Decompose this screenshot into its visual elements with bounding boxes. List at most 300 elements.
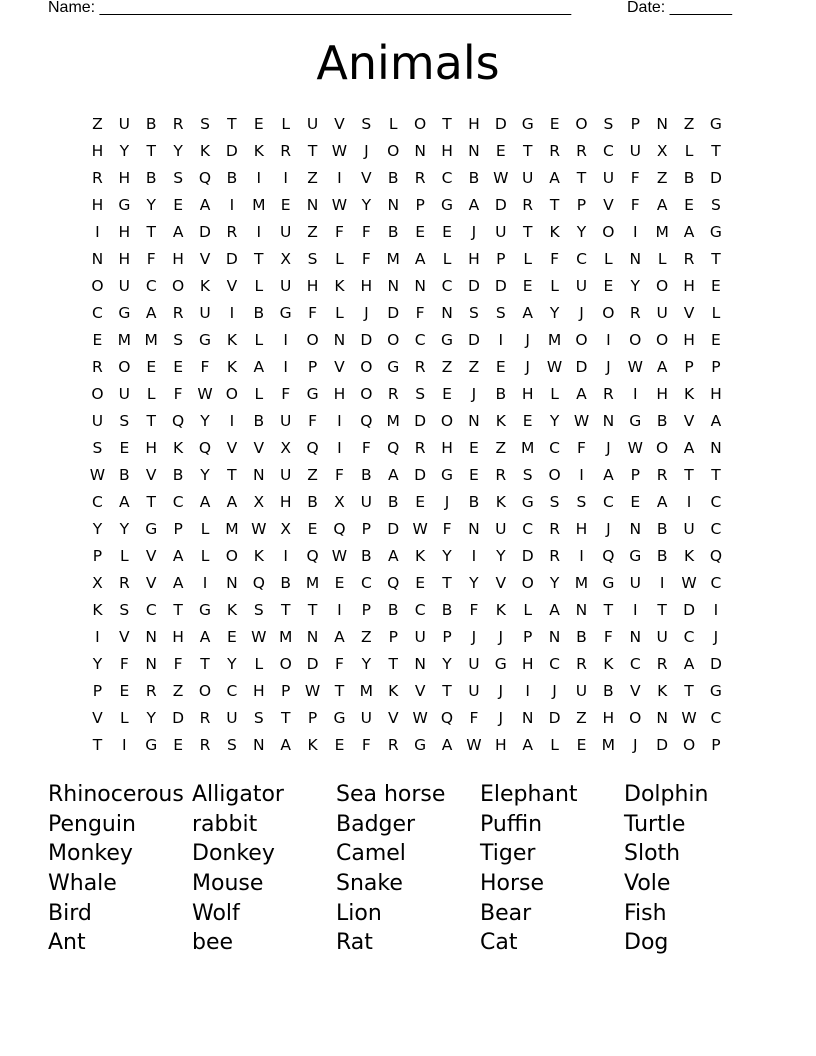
grid-letter[interactable]: A	[683, 655, 695, 673]
grid-letter[interactable]: H	[602, 709, 615, 727]
grid-letter[interactable]: H	[118, 250, 131, 268]
grid-letter[interactable]: G	[145, 520, 158, 538]
grid-letter[interactable]: O	[521, 574, 534, 592]
grid-letter[interactable]: D	[306, 655, 319, 673]
grid-letter[interactable]: Y	[200, 412, 210, 430]
grid-letter[interactable]: B	[495, 385, 507, 403]
grid-letter[interactable]: K	[657, 682, 668, 700]
grid-letter[interactable]: R	[414, 439, 426, 457]
grid-letter[interactable]: B	[656, 520, 668, 538]
grid-letter[interactable]: A	[683, 439, 695, 457]
grid-letter[interactable]: B	[387, 601, 399, 619]
grid-letter[interactable]: O	[414, 115, 427, 133]
grid-letter[interactable]: E	[684, 196, 694, 214]
grid-letter[interactable]: E	[711, 277, 721, 295]
grid-letter[interactable]: M	[252, 196, 266, 214]
grid-letter[interactable]: V	[387, 709, 399, 727]
grid-letter[interactable]: V	[629, 682, 641, 700]
grid-letter[interactable]: U	[118, 115, 131, 133]
grid-letter[interactable]: W	[251, 628, 267, 646]
grid-letter[interactable]: F	[173, 655, 183, 673]
grid-letter[interactable]: W	[331, 196, 348, 214]
grid-letter[interactable]: H	[494, 736, 507, 754]
grid-letter[interactable]: O	[682, 736, 696, 754]
grid-letter[interactable]: N	[629, 520, 642, 538]
grid-letter[interactable]: E	[119, 439, 130, 457]
grid-letter[interactable]: U	[683, 520, 695, 538]
grid-letter[interactable]: F	[200, 358, 210, 376]
grid-letter[interactable]: U	[602, 169, 615, 187]
grid-letter[interactable]: B	[656, 412, 668, 430]
grid-letter[interactable]: H	[521, 385, 534, 403]
grid-letter[interactable]: E	[119, 682, 130, 700]
grid-letter[interactable]: N	[414, 277, 426, 295]
grid-letter[interactable]: F	[308, 304, 318, 322]
grid-letter[interactable]: Q	[306, 547, 319, 565]
grid-letter[interactable]: K	[415, 547, 426, 565]
grid-letter[interactable]: D	[683, 601, 695, 619]
grid-letter[interactable]: I	[229, 196, 235, 214]
grid-letter[interactable]: E	[92, 331, 103, 349]
grid-letter[interactable]: S	[200, 115, 210, 133]
grid-letter[interactable]: F	[630, 196, 640, 214]
grid-letter[interactable]: O	[360, 358, 373, 376]
grid-letter[interactable]: T	[173, 601, 183, 619]
grid-letter[interactable]: E	[469, 466, 479, 484]
grid-letter[interactable]: J	[498, 682, 504, 700]
grid-letter[interactable]: J	[498, 628, 504, 646]
grid-letter[interactable]: I	[606, 331, 611, 349]
grid-letter[interactable]: A	[603, 466, 614, 484]
grid-letter[interactable]: G	[441, 196, 454, 214]
grid-letter[interactable]: I	[498, 331, 504, 349]
grid-letter[interactable]: N	[387, 277, 400, 295]
grid-letter[interactable]: A	[226, 493, 238, 511]
grid-letter[interactable]: B	[226, 169, 238, 187]
grid-letter[interactable]: F	[335, 223, 344, 241]
grid-letter[interactable]: E	[227, 628, 237, 646]
grid-letter[interactable]: J	[444, 493, 450, 511]
grid-letter[interactable]: N	[521, 709, 534, 727]
grid-letter[interactable]: D	[360, 331, 373, 349]
grid-letter[interactable]: A	[119, 493, 130, 511]
grid-letter[interactable]: O	[225, 547, 238, 565]
grid-letter[interactable]: T	[442, 115, 452, 133]
grid-letter[interactable]: Z	[307, 466, 318, 484]
grid-letter[interactable]: N	[710, 439, 722, 457]
grid-letter[interactable]: F	[361, 439, 371, 457]
grid-letter[interactable]: J	[632, 736, 638, 754]
grid-letter[interactable]: B	[603, 682, 614, 700]
grid-letter[interactable]: A	[172, 223, 184, 241]
grid-letter[interactable]: H	[306, 277, 319, 295]
grid-letter[interactable]: S	[361, 115, 372, 133]
grid-letter[interactable]: J	[498, 709, 504, 727]
grid-letter[interactable]: B	[253, 304, 265, 322]
grid-letter[interactable]: L	[523, 601, 533, 619]
grid-letter[interactable]: W	[331, 142, 348, 160]
grid-letter[interactable]: R	[172, 304, 184, 322]
grid-letter[interactable]: I	[337, 439, 342, 457]
grid-letter[interactable]: F	[442, 520, 452, 538]
grid-letter[interactable]: I	[256, 169, 262, 187]
grid-letter[interactable]: Y	[227, 655, 237, 673]
grid-letter[interactable]: V	[495, 574, 507, 592]
grid-letter[interactable]: S	[173, 169, 184, 187]
grid-letter[interactable]: V	[145, 547, 157, 565]
grid-letter[interactable]: J	[471, 628, 477, 646]
grid-letter[interactable]: G	[387, 358, 400, 376]
grid-letter[interactable]: L	[604, 250, 613, 268]
grid-letter[interactable]: Y	[173, 142, 183, 160]
grid-letter[interactable]: N	[414, 142, 426, 160]
grid-letter[interactable]: N	[306, 628, 319, 646]
grid-letter[interactable]: O	[629, 331, 642, 349]
grid-letter[interactable]: F	[577, 439, 586, 457]
grid-letter[interactable]: T	[280, 601, 291, 619]
grid-letter[interactable]: K	[253, 142, 264, 160]
grid-letter[interactable]: T	[227, 466, 237, 484]
grid-letter[interactable]: J	[579, 304, 584, 322]
grid-letter[interactable]: W	[89, 466, 106, 484]
grid-letter[interactable]: H	[683, 277, 695, 295]
grid-letter[interactable]: N	[414, 655, 426, 673]
grid-letter[interactable]: F	[469, 709, 479, 727]
grid-letter[interactable]: W	[493, 169, 509, 187]
grid-letter[interactable]: Q	[387, 574, 400, 592]
grid-letter[interactable]: G	[118, 304, 131, 322]
grid-letter[interactable]: H	[172, 628, 184, 646]
grid-letter[interactable]: B	[441, 601, 453, 619]
grid-letter[interactable]: H	[710, 385, 722, 403]
grid-letter[interactable]: N	[145, 628, 158, 646]
grid-letter[interactable]: E	[334, 574, 345, 592]
grid-letter[interactable]: B	[468, 169, 480, 187]
grid-letter[interactable]: J	[606, 358, 611, 376]
grid-letter[interactable]: L	[254, 331, 264, 349]
grid-letter[interactable]: U	[495, 223, 507, 241]
grid-letter[interactable]: Z	[468, 358, 480, 376]
grid-letter[interactable]: H	[252, 682, 265, 700]
grid-letter[interactable]: M	[655, 223, 669, 241]
grid-letter[interactable]: L	[657, 250, 667, 268]
grid-letter[interactable]: I	[95, 223, 100, 241]
grid-letter[interactable]: U	[280, 466, 292, 484]
grid-letter[interactable]: N	[145, 655, 158, 673]
grid-letter[interactable]: Z	[92, 115, 103, 133]
grid-letter[interactable]: K	[226, 358, 237, 376]
grid-letter[interactable]: K	[388, 682, 399, 700]
grid-letter[interactable]: U	[280, 223, 292, 241]
grid-letter[interactable]: W	[546, 358, 563, 376]
grid-letter[interactable]: V	[683, 412, 695, 430]
grid-letter[interactable]: P	[576, 196, 587, 214]
grid-letter[interactable]: O	[602, 304, 615, 322]
grid-letter[interactable]: Y	[630, 277, 640, 295]
grid-letter[interactable]: N	[602, 412, 615, 430]
grid-letter[interactable]: T	[442, 574, 452, 592]
grid-letter[interactable]: T	[603, 601, 614, 619]
grid-letter[interactable]: P	[361, 601, 372, 619]
grid-letter[interactable]: P	[361, 520, 372, 538]
grid-letter[interactable]: T	[684, 682, 694, 700]
grid-letter[interactable]: B	[468, 493, 480, 511]
grid-letter[interactable]: H	[118, 223, 131, 241]
grid-letter[interactable]: T	[307, 142, 318, 160]
grid-letter[interactable]: F	[415, 304, 425, 322]
grid-letter[interactable]: O	[91, 385, 104, 403]
grid-letter[interactable]: F	[173, 385, 183, 403]
grid-letter[interactable]: B	[387, 493, 399, 511]
grid-letter[interactable]: U	[629, 574, 641, 592]
grid-letter[interactable]: D	[199, 223, 211, 241]
grid-letter[interactable]: Z	[361, 628, 372, 646]
grid-letter[interactable]: T	[711, 250, 721, 268]
grid-letter[interactable]: A	[522, 304, 533, 322]
grid-letter[interactable]: E	[711, 331, 721, 349]
grid-letter[interactable]: U	[522, 169, 534, 187]
grid-letter[interactable]: R	[199, 736, 211, 754]
grid-letter[interactable]: C	[710, 574, 722, 592]
grid-letter[interactable]: G	[629, 547, 642, 565]
grid-letter[interactable]: H	[91, 142, 104, 160]
grid-letter[interactable]: E	[334, 736, 345, 754]
grid-letter[interactable]: G	[145, 736, 158, 754]
grid-letter[interactable]: A	[522, 736, 533, 754]
grid-letter[interactable]: Y	[549, 412, 560, 430]
grid-letter[interactable]: R	[683, 250, 695, 268]
grid-letter[interactable]: R	[522, 196, 534, 214]
grid-letter[interactable]: D	[387, 520, 400, 538]
grid-letter[interactable]: L	[254, 385, 264, 403]
grid-letter[interactable]: G	[602, 574, 615, 592]
grid-letter[interactable]: R	[656, 655, 668, 673]
grid-letter[interactable]: M	[305, 574, 320, 592]
grid-letter[interactable]: R	[226, 223, 238, 241]
grid-letter[interactable]: N	[91, 250, 104, 268]
grid-letter[interactable]: T	[334, 682, 345, 700]
grid-letter[interactable]: T	[200, 655, 210, 673]
grid-letter[interactable]: I	[579, 466, 584, 484]
grid-letter[interactable]: C	[414, 601, 426, 619]
grid-letter[interactable]: G	[199, 331, 212, 349]
grid-letter[interactable]: K	[199, 142, 211, 160]
grid-letter[interactable]: W	[197, 385, 213, 403]
grid-letter[interactable]: S	[226, 736, 237, 754]
grid-letter[interactable]: R	[92, 358, 103, 376]
grid-letter[interactable]: N	[306, 196, 319, 214]
grid-letter[interactable]: E	[576, 736, 587, 754]
grid-letter[interactable]: I	[659, 574, 665, 592]
grid-letter[interactable]: U	[280, 412, 292, 430]
grid-letter[interactable]: U	[468, 655, 480, 673]
grid-letter[interactable]: U	[360, 709, 373, 727]
grid-letter[interactable]: U	[226, 709, 238, 727]
grid-letter[interactable]: C	[522, 520, 534, 538]
grid-letter[interactable]: Y	[496, 547, 506, 565]
grid-letter[interactable]: F	[469, 601, 479, 619]
grid-letter[interactable]: H	[521, 655, 534, 673]
grid-letter[interactable]: R	[602, 385, 614, 403]
grid-letter[interactable]: C	[360, 574, 372, 592]
grid-letter[interactable]: G	[118, 196, 131, 214]
grid-letter[interactable]: I	[122, 736, 127, 754]
grid-letter[interactable]: F	[281, 385, 291, 403]
grid-letter[interactable]: O	[360, 385, 373, 403]
grid-letter[interactable]: M	[359, 682, 374, 700]
grid-letter[interactable]: D	[494, 115, 507, 133]
grid-letter[interactable]: E	[603, 277, 614, 295]
grid-letter[interactable]: H	[575, 520, 588, 538]
grid-letter[interactable]: Q	[172, 412, 185, 430]
grid-letter[interactable]: Y	[549, 304, 560, 322]
grid-letter[interactable]: C	[92, 493, 103, 511]
grid-letter[interactable]: D	[656, 736, 669, 754]
grid-letter[interactable]: P	[388, 628, 398, 646]
date-field[interactable]: Date: _______	[627, 0, 732, 16]
grid-letter[interactable]: S	[468, 304, 479, 322]
grid-letter[interactable]: E	[469, 439, 479, 457]
grid-letter[interactable]: E	[630, 493, 641, 511]
grid-letter[interactable]: E	[173, 736, 184, 754]
grid-letter[interactable]: M	[117, 331, 132, 349]
grid-letter[interactable]: X	[280, 520, 291, 538]
grid-letter[interactable]: I	[632, 223, 638, 241]
grid-letter[interactable]: K	[683, 385, 695, 403]
grid-letter[interactable]: T	[711, 142, 721, 160]
grid-letter[interactable]: D	[225, 142, 238, 160]
grid-letter[interactable]: R	[656, 466, 668, 484]
grid-letter[interactable]: E	[253, 115, 264, 133]
grid-letter[interactable]: A	[656, 358, 668, 376]
grid-letter[interactable]: A	[683, 223, 695, 241]
name-field[interactable]: Name: _____________________________________________________	[48, 0, 572, 16]
grid-letter[interactable]: N	[575, 601, 588, 619]
grid-letter[interactable]: Y	[146, 196, 156, 214]
grid-letter[interactable]: K	[307, 736, 318, 754]
grid-letter[interactable]: L	[550, 277, 559, 295]
grid-letter[interactable]: I	[229, 304, 235, 322]
grid-letter[interactable]: L	[254, 655, 264, 673]
grid-letter[interactable]: E	[442, 385, 452, 403]
grid-letter[interactable]: L	[523, 250, 533, 268]
grid-letter[interactable]: N	[656, 115, 668, 133]
grid-letter[interactable]: V	[414, 682, 426, 700]
grid-letter[interactable]: P	[496, 250, 506, 268]
grid-letter[interactable]: E	[522, 277, 533, 295]
grid-letter[interactable]: V	[119, 628, 130, 646]
grid-letter[interactable]: Z	[683, 115, 695, 133]
grid-letter[interactable]: N	[468, 142, 480, 160]
grid-letter[interactable]: Y	[119, 520, 130, 538]
grid-letter[interactable]: E	[146, 358, 157, 376]
grid-letter[interactable]: T	[146, 223, 156, 241]
grid-letter[interactable]: O	[387, 331, 400, 349]
grid-letter[interactable]: J	[525, 331, 530, 349]
grid-letter[interactable]: C	[710, 520, 722, 538]
grid-letter[interactable]: O	[548, 466, 561, 484]
grid-letter[interactable]: W	[681, 574, 697, 592]
grid-letter[interactable]: D	[414, 412, 427, 430]
grid-letter[interactable]: B	[253, 412, 265, 430]
grid-letter[interactable]: C	[145, 601, 157, 619]
grid-letter[interactable]: P	[630, 466, 640, 484]
grid-letter[interactable]: R	[414, 358, 426, 376]
grid-letter[interactable]: G	[199, 601, 212, 619]
grid-letter[interactable]: U	[306, 115, 319, 133]
grid-letter[interactable]: Z	[441, 358, 453, 376]
grid-letter[interactable]: O	[656, 439, 669, 457]
grid-letter[interactable]: R	[495, 466, 507, 484]
grid-letter[interactable]: D	[521, 547, 534, 565]
grid-letter[interactable]: L	[335, 250, 344, 268]
grid-letter[interactable]: C	[549, 439, 560, 457]
grid-letter[interactable]: L	[711, 304, 721, 322]
grid-letter[interactable]: K	[334, 277, 345, 295]
grid-letter[interactable]: R	[92, 169, 103, 187]
grid-letter[interactable]: I	[229, 412, 235, 430]
grid-letter[interactable]: P	[711, 736, 721, 754]
grid-letter[interactable]: U	[118, 277, 131, 295]
grid-letter[interactable]: N	[252, 466, 265, 484]
grid-letter[interactable]: Q	[198, 439, 212, 457]
grid-letter[interactable]: N	[441, 304, 453, 322]
grid-letter[interactable]: M	[547, 331, 562, 349]
grid-letter[interactable]: M	[144, 331, 158, 349]
grid-letter[interactable]: F	[361, 250, 371, 268]
grid-letter[interactable]: A	[172, 574, 184, 592]
grid-letter[interactable]: D	[414, 466, 427, 484]
grid-letter[interactable]: J	[364, 304, 369, 322]
grid-letter[interactable]: G	[441, 331, 454, 349]
grid-letter[interactable]: R	[414, 169, 426, 187]
grid-letter[interactable]: I	[337, 601, 342, 619]
grid-letter[interactable]: U	[91, 412, 104, 430]
grid-letter[interactable]: N	[468, 412, 480, 430]
grid-letter[interactable]: Y	[442, 547, 452, 565]
grid-letter[interactable]: Z	[307, 169, 318, 187]
grid-letter[interactable]: P	[307, 709, 318, 727]
grid-letter[interactable]: W	[627, 358, 643, 376]
grid-letter[interactable]: U	[360, 493, 373, 511]
grid-letter[interactable]: Y	[361, 196, 372, 214]
grid-letter[interactable]: H	[441, 439, 453, 457]
grid-letter[interactable]: T	[549, 196, 560, 214]
grid-letter[interactable]: O	[656, 277, 669, 295]
grid-letter[interactable]: R	[280, 142, 292, 160]
grid-letter[interactable]: D	[548, 709, 561, 727]
grid-letter[interactable]: C	[602, 493, 614, 511]
grid-letter[interactable]: V	[226, 439, 238, 457]
grid-letter[interactable]: F	[119, 655, 129, 673]
grid-letter[interactable]: C	[172, 493, 184, 511]
grid-letter[interactable]: T	[92, 736, 103, 754]
grid-letter[interactable]: H	[172, 250, 184, 268]
grid-letter[interactable]: M	[386, 412, 400, 430]
grid-letter[interactable]: U	[199, 304, 211, 322]
grid-letter[interactable]: I	[471, 547, 477, 565]
grid-letter[interactable]: T	[388, 655, 398, 673]
grid-letter[interactable]: K	[199, 277, 211, 295]
grid-letter[interactable]: E	[307, 520, 318, 538]
grid-letter[interactable]: W	[331, 547, 348, 565]
grid-letter[interactable]: P	[711, 358, 721, 376]
grid-letter[interactable]: R	[549, 547, 560, 565]
grid-letter[interactable]: N	[387, 196, 400, 214]
grid-letter[interactable]: H	[145, 439, 158, 457]
grid-letter[interactable]: A	[468, 196, 480, 214]
grid-letter[interactable]: O	[575, 331, 588, 349]
